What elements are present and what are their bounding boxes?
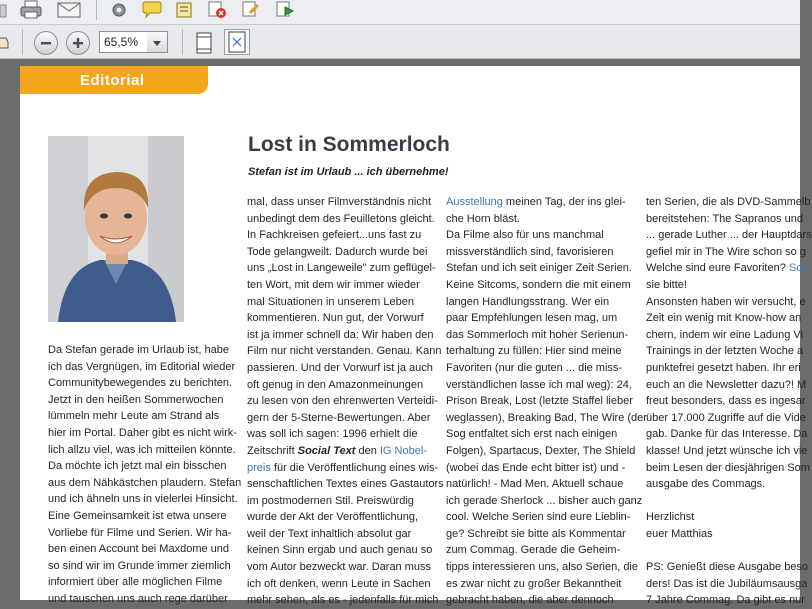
- text-line: euch an die Newsletter dazu?! M: [646, 378, 807, 391]
- export-icon[interactable]: [274, 0, 296, 20]
- text-line: Eine Gemeinsamkeit ist etwa unsere: [48, 509, 227, 522]
- text-line: ist ja immer schnell da: Wir haben den: [247, 328, 434, 341]
- text-line: Da Stefan gerade im Urlaub ist, habe: [48, 344, 229, 356]
- text-line: Favoriten (nur die guten ... die miss-: [446, 361, 623, 374]
- text-fragment: meinen Tag, der ins glei-: [502, 196, 626, 208]
- text-line: bereitstehen: The Sapranos und: [646, 212, 803, 225]
- text-line: mal Situationen in unserem Leben: [247, 295, 414, 308]
- article-title: Lost in Sommerloch: [248, 133, 450, 156]
- zoom-out-button[interactable]: [34, 31, 58, 55]
- text-line: gab. Danke für das Interesse. Da: [646, 428, 808, 441]
- comment-icon[interactable]: [140, 0, 164, 20]
- text-line: und ich ähneln uns in vielerlei Hinsicht.: [48, 493, 238, 506]
- text-line: langen Handlungsstrang. Wer ein: [446, 295, 610, 308]
- text-fragment: für die Veröffentlichung eines wis-: [270, 461, 439, 474]
- article-column-2: [247, 194, 443, 609]
- text-line: Folgen), Spartacus, Dexter, The Shield: [446, 444, 636, 457]
- text-line: (wobei das Ende echt bitter ist) und -: [446, 461, 626, 474]
- text-line: weglassen), Breaking Bad, The Wire (der: [446, 411, 647, 424]
- gear-icon[interactable]: [108, 0, 130, 20]
- toolbar-separator: [182, 29, 183, 55]
- text-line: In Fachkreisen gefeiert...uns fast zu: [247, 229, 422, 242]
- text-line: Da möchte ich jetzt mal ein bisschen: [48, 460, 227, 473]
- text-line: che Horn bläst.: [446, 212, 520, 225]
- text-line: im postmodernen Stil. Preiswürdig: [247, 494, 414, 507]
- text-line: hier im Portal. Daher gibt es nicht wirk-: [48, 426, 237, 439]
- zoom-input[interactable]: 65,5%: [99, 31, 153, 53]
- text-line: senschaftlichen Textes eines Gastautors: [247, 478, 444, 491]
- article-subtitle: Stefan ist im Urlaub ... ich übernehme!: [248, 166, 449, 178]
- ig-nobel-link[interactable]: IG Nobel-: [379, 444, 427, 457]
- text-line: Stefan und ich seit einiger Zeit Serien.: [446, 262, 632, 275]
- author-photo: [48, 136, 184, 322]
- text-line: gebracht haben, die aber dennoch: [446, 594, 614, 607]
- text-line: sie bitte!: [646, 278, 687, 291]
- text-line: vom Autor bezweckt war. Daran muss: [247, 561, 432, 574]
- email-icon[interactable]: [56, 0, 82, 20]
- text-line: und tauschen uns auch rege darüber: [48, 592, 228, 605]
- text-line: über 17.000 Zugriffe auf die Vide: [646, 411, 806, 424]
- text-line: cool. Welche Serien sind eure Lieblin-: [446, 511, 631, 524]
- text-line: paar Empfehlungen lesen mag, um: [446, 312, 618, 325]
- text-line: Ansonsten haben wir versucht, e: [646, 295, 806, 308]
- blank-line: [646, 493, 800, 510]
- text-line: chern, indem wir eine Ladung Vi: [646, 328, 803, 341]
- sign-icon[interactable]: [240, 0, 262, 20]
- text-line: das Sommerloch mit hoher Serienun-: [446, 328, 629, 341]
- partial-icon: [0, 2, 8, 20]
- text-line: gefiel mir in The Wire schon so g: [646, 245, 806, 258]
- text-fragment: Welche sind eure Favoriten?: [646, 262, 789, 275]
- text-line: zu lesen von den ehrenwerten Verteidi-: [247, 395, 438, 408]
- text-line: Sog entfaltet sich erst nach einigen: [446, 428, 618, 441]
- text-line: was soll ich sagen: 1996 erhielt die: [247, 428, 418, 441]
- text-line: oft genug in den Amazonmeinungen: [247, 378, 424, 391]
- text-line: 7 Jahre Commag. Da gibt es nur: [646, 594, 805, 607]
- text-line: zum Commag. Gerade die Geheim-: [446, 544, 621, 557]
- text-line: unbedingt dem des Feuilletons gleicht.: [247, 212, 435, 225]
- text-line: Vorliebe für Filme und Serien. Wir ha-: [48, 526, 232, 539]
- text-line: klasse! Und jetzt wünsche ich vie: [646, 444, 808, 457]
- delete-icon[interactable]: [206, 0, 228, 20]
- text-line: ich das Vergnügen, im Editorial wieder: [48, 360, 236, 373]
- text-line: ben einen Account bei Maxdome und: [48, 543, 230, 556]
- publication-name: Social Text: [297, 444, 356, 457]
- text-line: beim Lesen der diesjährigen Som: [646, 461, 810, 474]
- text-fragment: Zeitschrift: [247, 444, 298, 457]
- text-line: ich oft denken, wenn Leute in Sachen: [247, 577, 431, 590]
- text-line: verständlichen lasse ich mal weg): 24,: [446, 378, 632, 391]
- ig-nobel-link-cont[interactable]: preis: [247, 461, 271, 474]
- article-column-1: [48, 342, 244, 608]
- text-line: Tode gelangweilt. Dadurch wurde bei: [247, 245, 428, 258]
- text-line: Jetzt in den heißen Sommerwochen: [48, 393, 224, 406]
- text-line: ten Serien, die als DVD-Sammelb: [646, 196, 811, 208]
- text-line: punktefrei gesetzt haben. Ihr eri: [646, 361, 801, 374]
- blank-line: [646, 542, 800, 559]
- article-column-3: [446, 194, 647, 609]
- text-line: ders! Das ist die Jubiläumsausga: [646, 577, 808, 590]
- text-line: mehr sehen, als es - jedenfalls für mich: [247, 594, 439, 607]
- text-line: terhaltung zu füllen: Hier sind meine: [446, 345, 622, 358]
- text-line: wurde der Akt der Veröffentlichung,: [247, 511, 419, 524]
- text-line: weil der Text inhaltlich absolut gar: [247, 527, 412, 540]
- hand-tool-icon[interactable]: [0, 32, 10, 52]
- text-line: ... gerade Luther ... der Hauptdars: [646, 229, 812, 242]
- chevron-down-icon: [153, 33, 161, 51]
- text-line: [247, 443, 443, 460]
- text-line: Communitybewegendes zu berichten.: [48, 377, 233, 390]
- text-line: kommentieren. Nun gut, der Vorwurf: [247, 312, 424, 325]
- text-line: missverständlich sind, favorisieren: [446, 245, 614, 258]
- text-line: [446, 194, 642, 211]
- text-line: uns „Lost in Langeweile" zum geflügel-: [247, 262, 436, 275]
- text-line: PS: Genießt diese Ausgabe beso: [646, 561, 809, 574]
- main-toolbar: [0, 0, 800, 25]
- toolbar-separator: [96, 0, 97, 20]
- print-icon[interactable]: [18, 0, 44, 20]
- text-line: ten Wort, mit dem wir immer wieder: [247, 278, 420, 291]
- text-line: tipps interessieren uns, also Serien, die: [446, 561, 638, 574]
- text-line: ausgabe des Commags.: [646, 478, 766, 491]
- text-line: gern der 5-Sterne-Bewertungen. Aber: [247, 411, 431, 424]
- text-line: natürlich! - Mad Men. Aktuell schaue: [446, 478, 624, 491]
- navigation-toolbar: [0, 25, 800, 59]
- text-line: Prison Break, Lost (letzte Staffel lieber: [446, 395, 633, 408]
- text-line: [646, 260, 808, 277]
- section-tab: [20, 66, 208, 94]
- document-page: [20, 66, 812, 607]
- text-line: ge? Schreibt sie bitte als Kommentar: [446, 527, 626, 540]
- text-line: Zeit ein wenig mit Know-how an: [646, 312, 802, 325]
- article-column-4: [646, 194, 812, 609]
- text-line: aus dem Nähkästchen plaudern. Stefan: [48, 476, 242, 489]
- text-line: lich allzu viel, was ich mitteilen könnte.: [48, 443, 236, 456]
- text-line: es zwar nicht zu großer Bekanntheit: [446, 577, 622, 590]
- text-line: lümmeln mehr Leute am Strand als: [48, 410, 220, 423]
- section-tab-label: Editorial: [80, 72, 145, 89]
- text-line: keinen Sinn ergab und auch genau so: [247, 544, 433, 557]
- text-line: [247, 460, 443, 477]
- toolbar-separator: [22, 29, 23, 55]
- favorites-link[interactable]: Sch: [788, 262, 808, 275]
- ausstellung-link[interactable]: Ausstellung: [446, 196, 503, 208]
- text-line: ich gerade Sherlock ... bisher auch ganz: [446, 494, 643, 507]
- text-line: Trainings in der letzten Woche a: [646, 345, 804, 358]
- text-line: informiert über alle möglichen Filme: [48, 576, 223, 589]
- text-line: so sind wir im Grunde immer ziemlich: [48, 559, 231, 572]
- text-fragment: den: [355, 444, 380, 457]
- text-line: Herzlichst: [646, 511, 695, 524]
- text-line: Film nur nicht verstanden. Genau. Kann: [247, 345, 442, 358]
- text-line: Keine Sitcoms, sondern die mit einem: [446, 278, 631, 291]
- text-line: Da Filme also für uns manchmal: [446, 229, 604, 242]
- text-line: freut besonders, dass es ingesar: [646, 395, 806, 408]
- text-line: mal, dass unser Filmverständnis nicht: [247, 196, 432, 208]
- edit-icon[interactable]: [174, 0, 196, 20]
- fit-page-icon[interactable]: [192, 31, 216, 55]
- fit-width-icon[interactable]: [224, 29, 250, 55]
- zoom-in-button[interactable]: [66, 31, 90, 55]
- text-line: euer Matthias: [646, 527, 713, 540]
- text-line: passieren. Und der Vorwurf ist ja auch: [247, 361, 433, 374]
- zoom-dropdown-button[interactable]: [147, 31, 168, 53]
